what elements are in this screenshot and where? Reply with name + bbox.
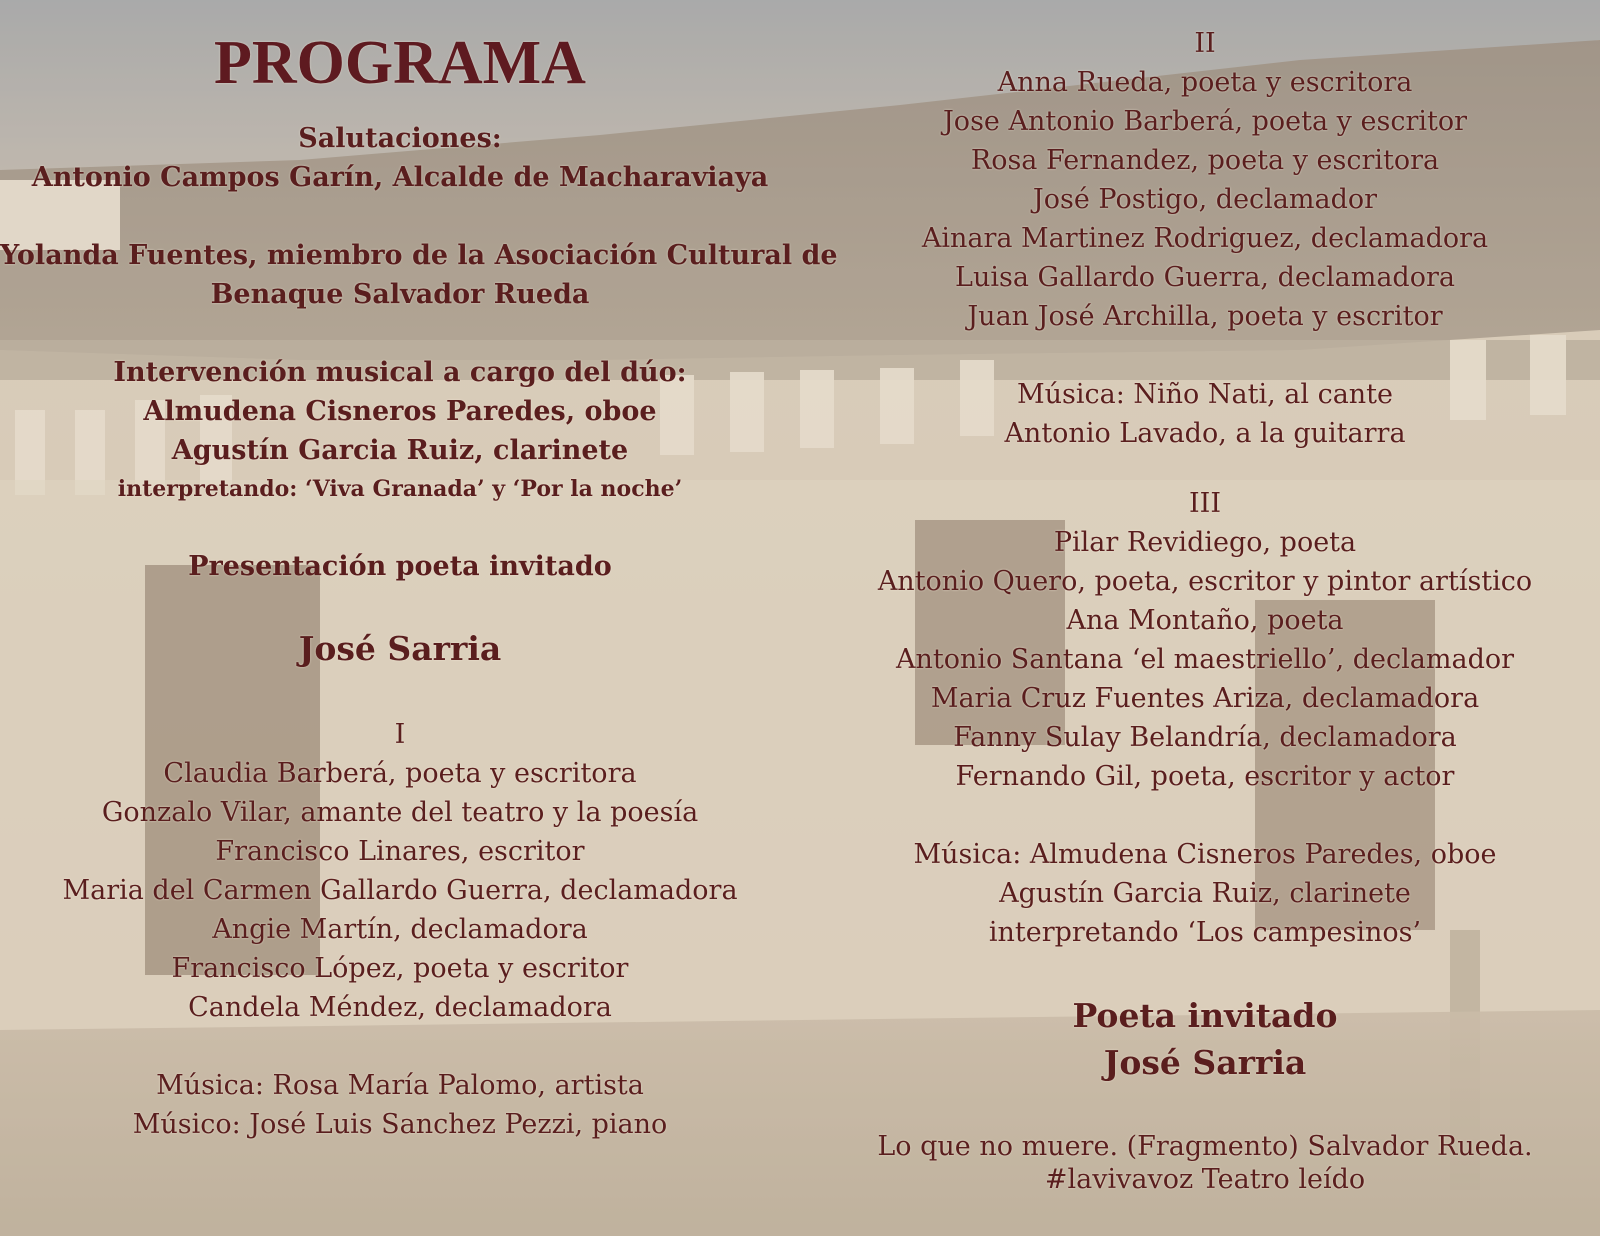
participant-item: José Postigo, declamador	[1032, 184, 1378, 215]
page-title: PROGRAMA	[214, 29, 586, 97]
participant-item: Fanny Sulay Belandría, declamadora	[953, 722, 1457, 753]
salutacion-item: Yolanda Fuentes, miembro de la Asociación Cultural de	[0, 240, 838, 271]
guest-poet-name: José Sarria	[298, 629, 502, 668]
music-item: interpretando ‘Los campesinos’	[988, 917, 1422, 948]
music-item: Músico: José Luis Sanchez Pezzi, piano	[132, 1109, 668, 1140]
music-item: Música: Rosa María Palomo, artista	[156, 1070, 644, 1101]
participant-item: Francisco Linares, escritor	[215, 836, 585, 867]
musical-item: Almudena Cisneros Paredes, oboe	[143, 396, 657, 427]
salutacion-item: Benaque Salvador Rueda	[210, 279, 590, 310]
participant-item: Candela Méndez, declamadora	[188, 992, 612, 1023]
participant-item: Antonio Santana ‘el maestriello’, declamador	[895, 644, 1515, 675]
participant-item: Maria Cruz Fuentes Ariza, declamadora	[930, 683, 1480, 714]
participant-item: Maria del Carmen Gallardo Guerra, declamadora	[62, 875, 738, 906]
musical-item: Agustín Garcia Ruiz, clarinete	[171, 435, 629, 466]
section-heading-i: I	[394, 719, 406, 750]
presentacion-heading: Presentación poeta invitado	[188, 551, 612, 582]
participant-item: Gonzalo Vilar, amante del teatro y la poesía	[101, 797, 699, 828]
participant-item: Anna Rueda, poeta y escritora	[997, 67, 1413, 98]
participant-item: Jose Antonio Barberá, poeta y escritor	[942, 106, 1468, 137]
participant-item: Pilar Revidiego, poeta	[1053, 527, 1357, 558]
salutaciones-heading: Salutaciones:	[298, 123, 502, 154]
section-heading-iii: III	[1189, 488, 1221, 519]
participant-item: Ainara Martinez Rodriguez, declamadora	[921, 223, 1489, 254]
salutacion-item: Antonio Campos Garín, Alcalde de Macharaviaya	[31, 162, 769, 193]
participant-item: Ana Montaño, poeta	[1066, 605, 1344, 636]
musical-note: interpretando: ‘Viva Granada’ y ‘Por la noche’	[117, 476, 683, 502]
section-heading-ii: II	[1194, 28, 1216, 59]
music-item: Agustín Garcia Ruiz, clarinete	[999, 878, 1411, 909]
musical-heading: Intervención musical a cargo del dúo:	[113, 357, 687, 388]
footer-line: Lo que no muere. (Fragmento) Salvador Rueda.	[877, 1131, 1533, 1162]
participant-item: Fernando Gil, poeta, escritor y actor	[955, 761, 1455, 792]
guest-poet-name: José Sarria	[1103, 1043, 1307, 1082]
music-item: Antonio Lavado, a la guitarra	[1004, 418, 1406, 449]
participant-item: Luisa Gallardo Guerra, declamadora	[955, 262, 1455, 293]
participant-item: Juan José Archilla, poeta y escritor	[967, 301, 1443, 332]
participant-item: Francisco López, poeta y escritor	[171, 953, 629, 984]
music-item: Música: Almudena Cisneros Paredes, oboe	[913, 839, 1497, 870]
footer-hashtag: #lavivavoz Teatro leído	[1044, 1164, 1366, 1195]
participant-item: Angie Martín, declamadora	[212, 914, 588, 945]
participant-item: Claudia Barberá, poeta y escritora	[163, 758, 637, 789]
participant-item: Rosa Fernandez, poeta y escritora	[970, 145, 1440, 176]
guest-poet-heading: Poeta invitado	[1072, 996, 1338, 1035]
participant-item: Antonio Quero, poeta, escritor y pintor artístico	[877, 566, 1533, 597]
music-item: Música: Niño Nati, al cante	[1016, 379, 1394, 410]
